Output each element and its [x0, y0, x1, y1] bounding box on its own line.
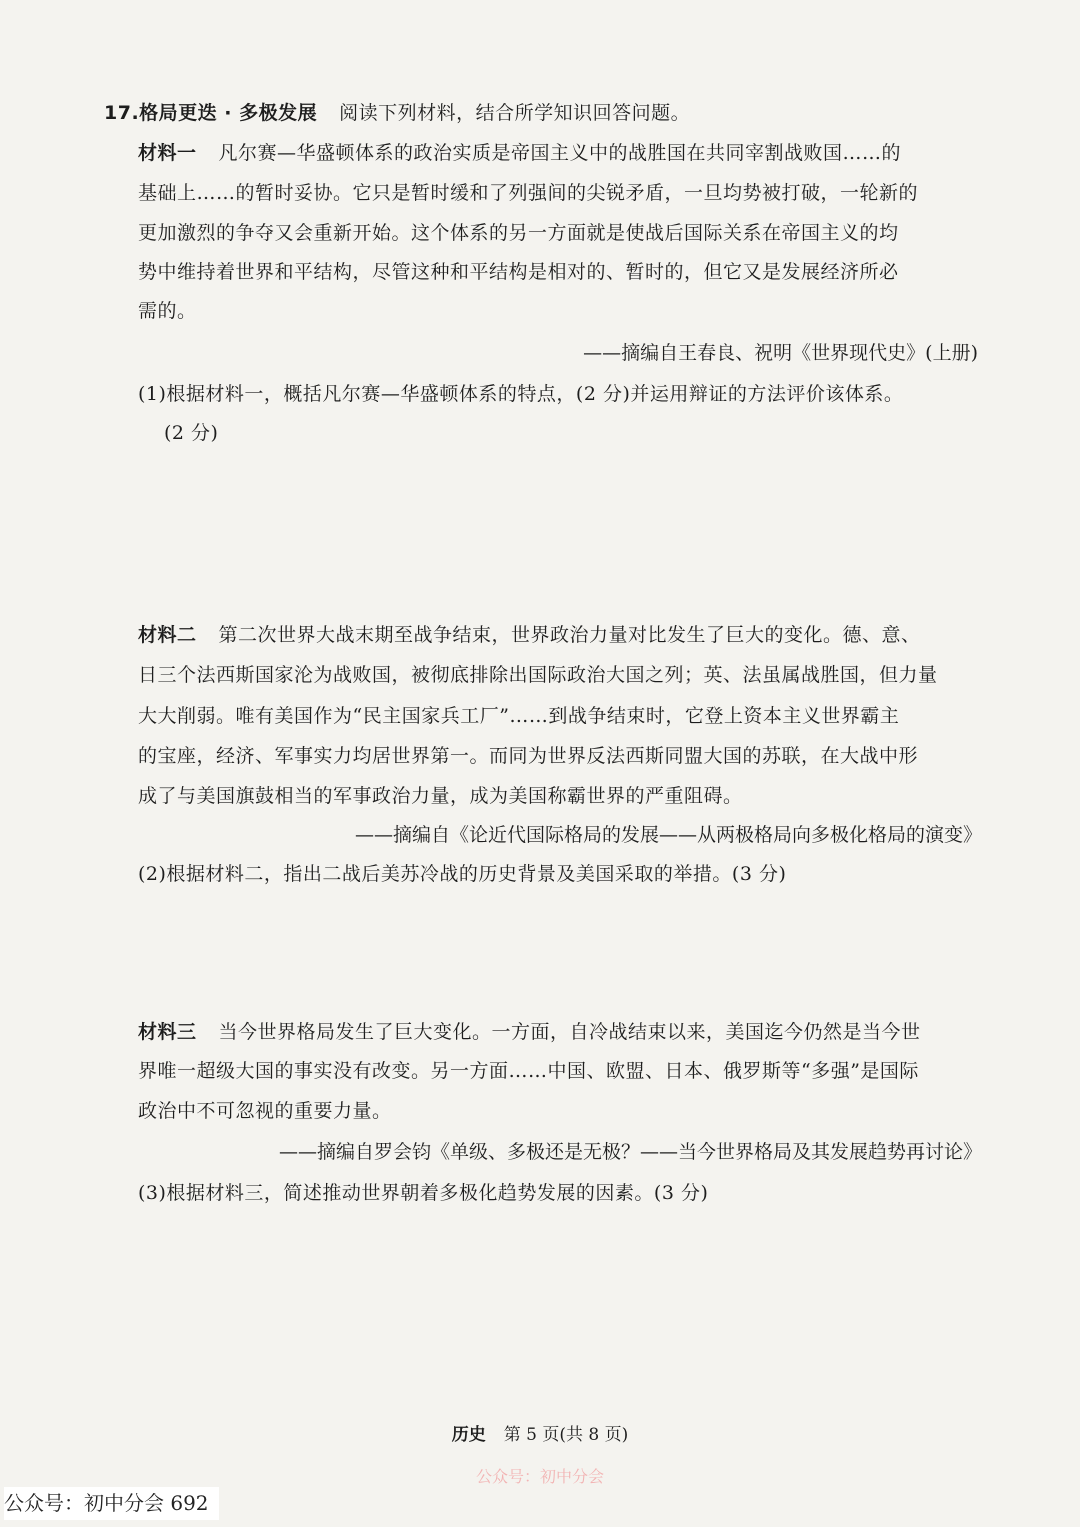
material2-line-3: 大大削弱。唯有美国作为“民主国家兵工厂”……到战争结束时，它登上资本主义世界霸主 [138, 705, 900, 727]
material3-line-3: 政治中不可忽视的重要力量。 [138, 1100, 392, 1122]
material1-line-4: 势中维持着世界和平结构，尽管这种和平结构是相对的、暂时的，但它又是发展经济所必 [138, 261, 899, 283]
material2-line-4: 的宝座，经济、军事实力均居世界第一。而同为世界反法西斯同盟大国的苏联，在大战中形 [138, 745, 919, 767]
material3-line-1: 材料三 当今世界格局发生了巨大变化。一方面，自冷战结束以来，美国迄今仍然是当今世 [138, 1021, 921, 1043]
material1-label: 材料一 [138, 142, 197, 164]
material1-line-2: 基础上……的暂时妥协。它只是暂时缓和了列强间的尖锐矛盾，一旦均势被打破，一轮新的 [138, 182, 919, 204]
material1-line-5: 需的。 [138, 300, 197, 322]
page-footer [0, 1420, 1080, 1445]
material2-label: 材料二 [138, 624, 197, 646]
material3-line-2: 界唯一超级大国的事实没有改变。另一方面……中国、欧盟、日本、俄罗斯等“多强”是国际 [138, 1060, 919, 1082]
watermark-label: 公众号：初中分会 692 [4, 1487, 219, 1520]
sub-question-1: (1)根据材料一，概括凡尔赛—华盛顿体系的特点，(2 分)并运用辩证的方法评价该体系。 [138, 383, 904, 405]
question-instruction: 阅读下列材料，结合所学知识回答问题。 [339, 102, 691, 124]
material3-label: 材料三 [138, 1021, 197, 1043]
material2-line-5: 成了与美国旗鼓相当的军事政治力量，成为美国称霸世界的严重阻碍。 [138, 785, 743, 807]
material1-source: ——摘编自王春良、祝明《世界现代史》(上册) [583, 342, 978, 364]
question-header [104, 100, 690, 126]
sub-question-2: (2)根据材料二，指出二战后美苏冷战的历史背景及美国采取的举措。(3 分) [138, 863, 787, 885]
material2-line-2: 日三个法西斯国家沦为战败国，被彻底排除出国际政治大国之列；英、法虽属战胜国，但力量 [138, 664, 938, 686]
sub-question-1-points: (2 分) [164, 422, 219, 444]
material1-line-1: 材料一 凡尔赛—华盛顿体系的政治实质是帝国主义中的战胜国在共同宰割战败国……的 [138, 142, 902, 164]
footer-subject: 历史 [451, 1425, 486, 1445]
material2-line-1: 材料二 第二次世界大战末期至战争结束，世界政治力量对比发生了巨大的变化。德、意、 [138, 624, 921, 646]
footer-page-number: 第 5 页(共 8 页) [503, 1425, 629, 1445]
material1-line-3: 更加激烈的争夺又会重新开始。这个体系的另一方面就是使战后国际关系在帝国主义的均 [138, 222, 899, 244]
question-number: 17. [104, 102, 140, 124]
material3-source: ——摘编自罗会钧《单级、多极还是无极？——当今世界格局及其发展趋势再讨论》 [278, 1141, 982, 1163]
faint-watermark: 公众号：初中分会 [475, 1467, 604, 1486]
question-title: 格局更迭 · 多极发展 [139, 102, 318, 124]
material2-source: ——摘编自《论近代国际格局的发展——从两极格局向多极化格局的演变》 [354, 824, 982, 846]
sub-question-3: (3)根据材料三，简述推动世界朝着多极化趋势发展的因素。(3 分) [138, 1182, 709, 1204]
